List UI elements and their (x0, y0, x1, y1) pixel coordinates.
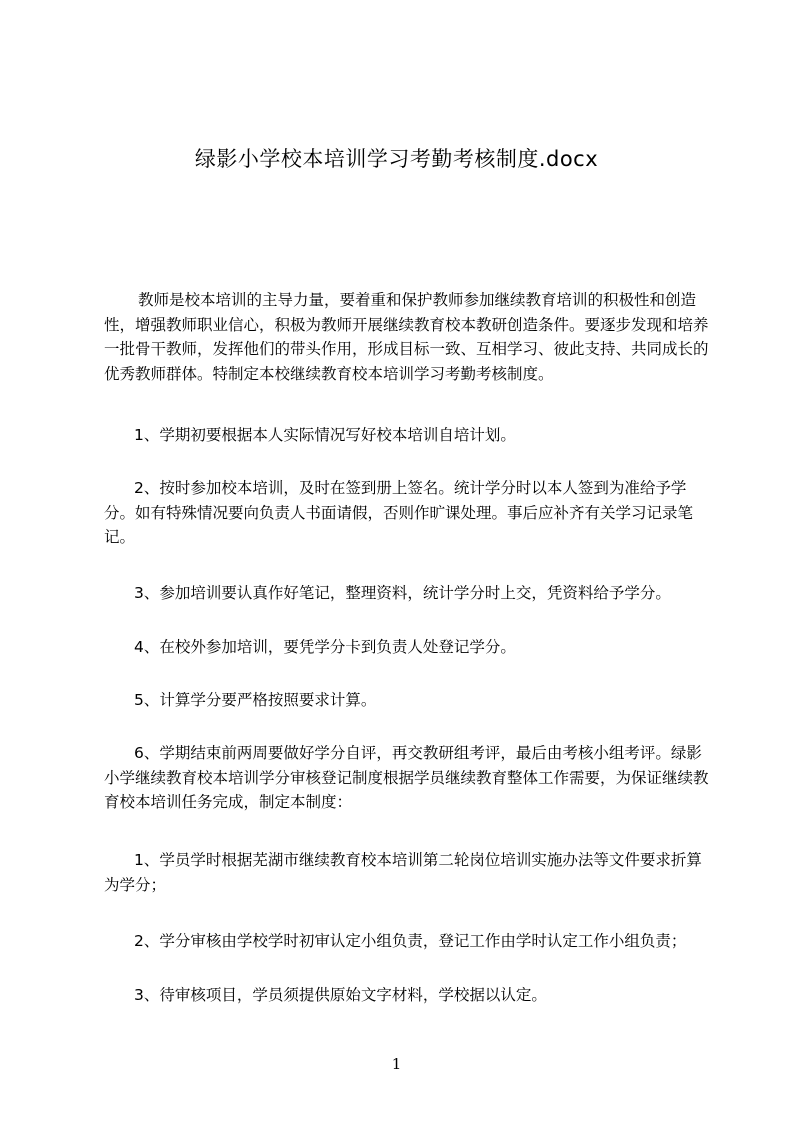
audit-paragraph-2: 2、学分审核由学校学时初审认定小组负责，登记工作由学时认定工作小组负责； (134, 932, 687, 950)
document-title: 绿影小学校本培训学习考勤考核制度.docx (194, 147, 599, 171)
audit-paragraph-1: 1、学员学时根据芜湖市继续教育校本培训第二轮岗位培训实施办法等文件要求折算为学分； (104, 851, 702, 894)
rule-paragraph-6: 6、学期结束前两周要做好学分自评，再交教研组考评，最后由考核小组考评。绿影小学继续教育校本培训学分审核登记制度根据学员继续教育整体工作需要，为保证继续教育校本培训任务完成，制定本制度： (104, 744, 709, 811)
audit-paragraph-3: 3、待审核项目，学员须提供原始文字材料，学校据以认定。 (134, 986, 547, 1004)
rule-paragraph-1: 1、学期初要根据本人实际情况写好校本培训自培计划。 (134, 426, 516, 444)
intro-paragraph: 教师是校本培训的主导力量，要着重和保护教师参加继续教育培训的积极性和创造性，增强教师职业信心，积极为教师开展继续教育校本教研创造条件。要逐步发现和培养一批骨干教师，发挥他们的带头作用，形成目标一致、互相学习、彼此支持、共同成长的优秀教师群体。特制定本校继续教育校本培训学习考勤考核制度。 (104, 291, 709, 383)
rule-paragraph-3: 3、参加培训要认真作好笔记，整理资料，统计学分时上交，凭资料给予学分。 (134, 584, 671, 602)
rule-paragraph-4: 4、在校外参加培训，要凭学分卡到负责人处登记学分。 (134, 638, 516, 656)
page-number: 1 (391, 1055, 402, 1073)
rule-paragraph-2: 2、按时参加校本培训，及时在签到册上签名。统计学分时以本人签到为准给予学分。如有特殊情况要向负责人书面请假，否则作旷课处理。事后应补齐有关学习记录笔记。 (104, 479, 694, 546)
rule-paragraph-5: 5、计算学分要严格按照要求计算。 (134, 691, 377, 709)
